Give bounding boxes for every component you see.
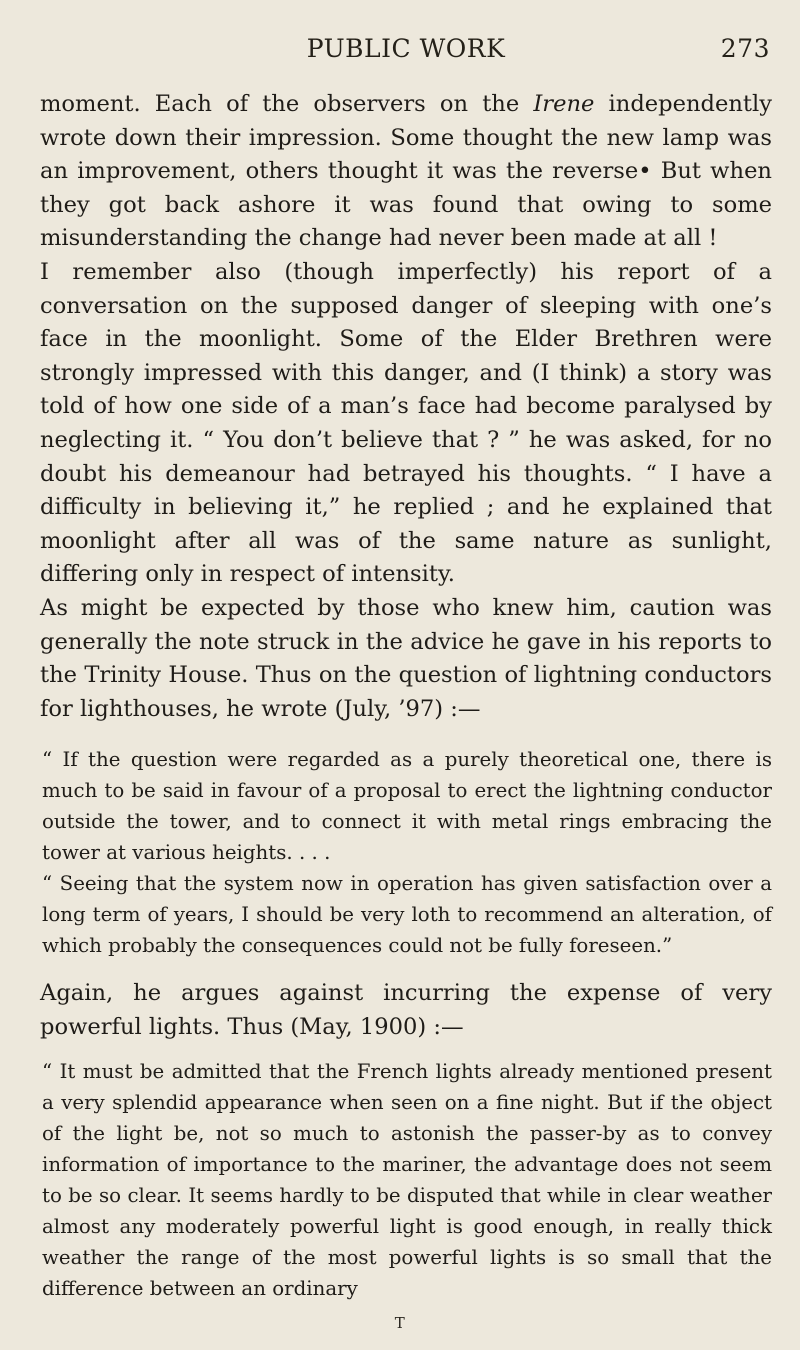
paragraph-irene-observers xyxy=(40,88,772,256)
body-text xyxy=(40,88,772,1304)
quote-paragraph: “ If the question were regarded as a purely theoretical one, there is much to be said in favour of a proposal to erect the lightning conductor outside the tower, and to connect it with metal rings embracing the tower at various heights. . . . xyxy=(42,748,772,865)
signature-mark: T xyxy=(394,1314,406,1332)
ship-name: Irene xyxy=(533,91,595,117)
running-head xyxy=(40,30,772,70)
quotation-french-lights xyxy=(40,1056,772,1304)
paragraph-text: moment. Each of the observers on the xyxy=(40,91,534,117)
quotation-lightning-conductors xyxy=(40,744,772,961)
paragraph-trinity-house: As might be expected by those who knew him, caution was generally the note struck in the advice he gave in his reports to the Trinity House. Thus on the question of lightning conductors for lighthouses, he wrote (July, ’97) :— xyxy=(40,594,772,722)
quote-paragraph: “ It must be admitted that the French lights already mentioned present a very splendid appearance when seen on a fine night. But if the object of the light be, not so much to astonish the passer-by as to convey information of importance to the mariner, the advantage does not seem to be so clear. It seems hardly to be disputed that while in clear weather almost any moderately powerful light is good enough, in really thick weather the range of the most powerful lights is so small that the difference between an ordinary xyxy=(42,1060,772,1301)
paragraph-text: independently wrote down their impression. Some thought the new lamp was an improvement, others thought it was the reverse• But when they got back ashore it was found that owing to some misunderstanding the change had never been made at all ! xyxy=(40,91,772,252)
quote-paragraph: “ Seeing that the system now in operation has given satisfaction over a long term of years, I should be very loth to recommend an alteration, of which probably the consequences could not be fully foreseen.” xyxy=(42,872,772,958)
page-number: 273 xyxy=(720,34,770,63)
paragraph-moonlight: I remember also (though imperfectly) his report of a conversation on the supposed danger of sleeping with one’s face in the moonlight. Some of the Elder Brethren were strongly impressed with this danger, and (I think) a story was told of how one side of a man’s face had become paralysed by neglecting it. “ You don’t believe that ? ” he was asked, for no doubt his demeanour had betrayed his thoughts. “ I have a difficulty in believing it,” he replied ; and he explained that moonlight after all was of the same nature as sunlight, differing only in respect of intensity. xyxy=(40,258,772,588)
running-title: PUBLIC WORK xyxy=(306,34,506,63)
paragraph-powerful-lights: Again, he argues against incurring the expense of very powerful lights. Thus (May, 1900) :— xyxy=(40,980,772,1040)
